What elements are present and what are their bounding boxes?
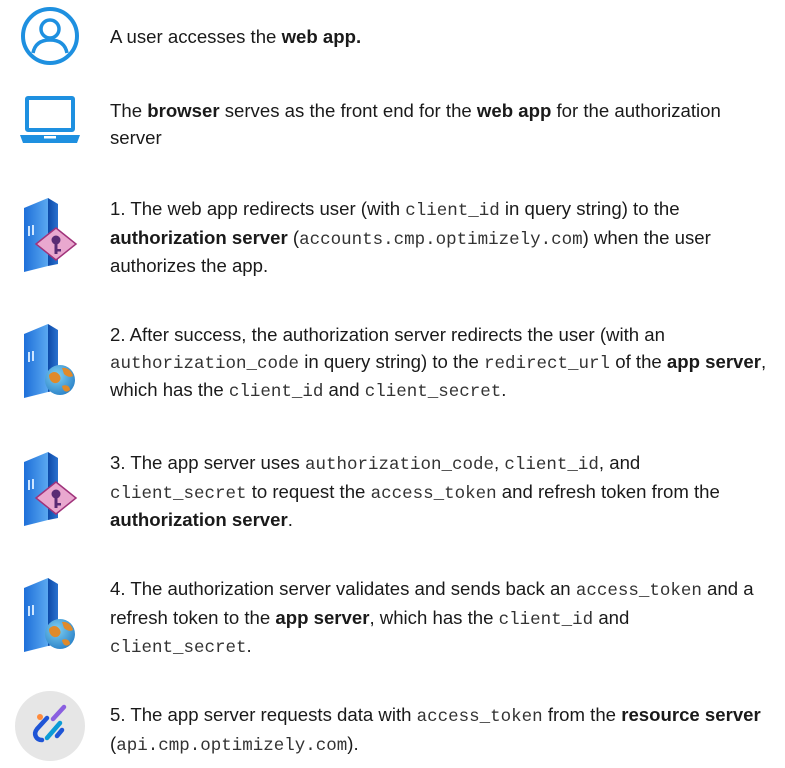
code-text: access_token (416, 707, 543, 727)
plain-text: ). (347, 732, 359, 754)
plain-text: and refresh token from the (496, 480, 720, 502)
step-text (110, 196, 775, 280)
plain-text: in query string) to the (299, 350, 485, 372)
step-text (110, 576, 775, 662)
plain-text: 2. After success, the authorization server redirects the user (with an (110, 324, 665, 345)
step-text (110, 702, 775, 759)
step-row-browser (0, 92, 785, 152)
bold-text: web app (281, 26, 356, 47)
plain-text: ( (287, 226, 300, 248)
step-row-1 (0, 192, 785, 278)
plain-text: 3. The app server uses (110, 452, 305, 473)
auth-server-key-icon (10, 194, 90, 276)
step-row-5 (0, 690, 785, 764)
code-text: client_secret (110, 638, 247, 658)
plain-text: , (494, 452, 505, 473)
plain-text: ) when the user authorizes the app. (110, 226, 711, 276)
plain-text: from the (542, 704, 622, 725)
optimizely-logo-icon (10, 690, 90, 762)
app-server-globe-icon (10, 320, 90, 402)
plain-text: and (593, 606, 630, 628)
plain-text: of the (610, 350, 667, 372)
step-text (110, 322, 775, 406)
code-text: access_token (575, 581, 702, 601)
code-text: client_id (228, 382, 324, 402)
step-row-3 (0, 446, 785, 532)
code-text: access_token (370, 483, 497, 504)
step-text (110, 98, 775, 151)
step-row-2 (0, 318, 785, 404)
plain-text: in query string) to the (499, 198, 680, 219)
code-text: redirect_url (484, 353, 611, 374)
laptop-icon (10, 94, 90, 148)
code-text: client_id (405, 201, 500, 221)
bold-text: authorization server (110, 226, 288, 248)
plain-text: 1. The web app redirects user (with (110, 198, 406, 219)
plain-text: and a refresh token to the (110, 578, 754, 628)
bold-text: resource server (621, 704, 761, 725)
plain-text: . (501, 379, 507, 400)
code-text: api.cmp.optimizely.com (116, 735, 348, 756)
plain-text: 4. The authorization server validates and sends back an (110, 578, 576, 599)
bold-text: . (355, 26, 362, 47)
plain-text: serves as the front end for the (219, 100, 477, 121)
code-text: client_id (498, 609, 594, 630)
plain-text: , and (598, 452, 641, 473)
auth-server-key-icon (10, 448, 90, 530)
plain-text: ( (110, 732, 117, 754)
user-icon (10, 6, 90, 66)
code-text: authorization_code (305, 455, 495, 475)
step-row-4 (0, 572, 785, 658)
plain-text: A user accesses the (110, 26, 282, 47)
plain-text: for the authorization server (110, 100, 721, 148)
code-text: authorization_code (110, 353, 300, 374)
plain-text: , which has the (110, 350, 767, 400)
plain-text: , which has the (369, 606, 499, 628)
step-row-user (0, 6, 785, 66)
app-server-globe-icon (10, 574, 90, 656)
plain-text: to request the (246, 480, 371, 502)
bold-text: browser (147, 100, 220, 121)
code-text: client_secret (110, 483, 247, 504)
code-text: client_secret (364, 382, 502, 402)
plain-text: 5. The app server requests data with (110, 704, 417, 725)
bold-text: app server (666, 350, 761, 372)
plain-text: . (287, 509, 293, 530)
step-text (110, 450, 775, 534)
code-text: accounts.cmp.optimizely.com (299, 229, 583, 250)
step-text (110, 24, 775, 51)
bold-text: authorization server (110, 509, 288, 530)
plain-text: . (246, 635, 252, 656)
plain-text: The (110, 100, 148, 121)
plain-text: and (323, 379, 365, 400)
code-text: client_id (504, 455, 599, 475)
bold-text: app server (275, 606, 370, 628)
bold-text: web app (476, 100, 552, 121)
